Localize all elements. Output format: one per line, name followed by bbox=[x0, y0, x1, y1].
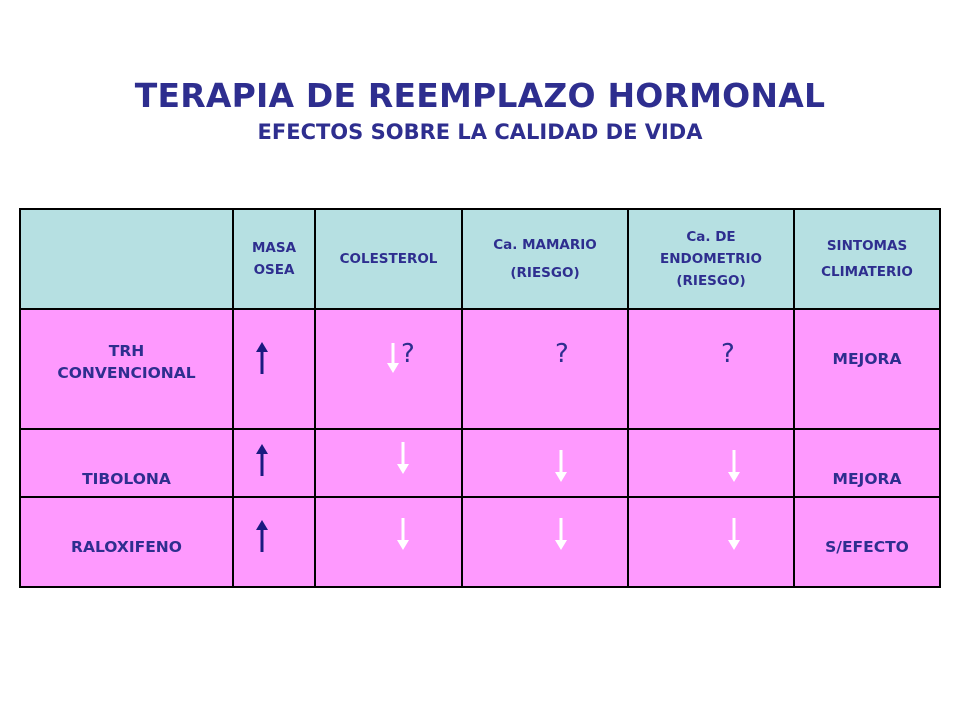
header-sintomas bbox=[795, 210, 939, 308]
table-row bbox=[21, 498, 939, 586]
ca-mamario-cell bbox=[463, 430, 627, 496]
header-label: Ca. DE ENDOMETRIO (RIESGO) bbox=[660, 229, 762, 289]
uncertain-mark: ? bbox=[401, 339, 415, 369]
slide-title: TERAPIA DE REEMPLAZO HORMONAL bbox=[134, 76, 826, 115]
table-row bbox=[21, 310, 939, 428]
header-ca-endometrio bbox=[629, 210, 793, 308]
header-empty-cell bbox=[21, 210, 232, 308]
effects-table bbox=[19, 208, 941, 588]
ca-endometrio-cell bbox=[629, 430, 793, 496]
table-row bbox=[21, 430, 939, 496]
down-arrow-icon bbox=[555, 518, 567, 550]
header-colesterol bbox=[316, 210, 461, 308]
masa-osea-cell bbox=[234, 498, 314, 586]
header-label: Ca. MAMARIO (RIESGO) bbox=[493, 237, 597, 281]
down-arrow-icon bbox=[397, 518, 409, 550]
colesterol-cell bbox=[316, 310, 461, 428]
row-label: RALOXIFENO bbox=[21, 498, 232, 586]
down-arrow-icon bbox=[728, 450, 740, 482]
header-label: SINTOMAS CLIMATERIO bbox=[821, 238, 913, 280]
ca-endometrio-cell bbox=[629, 498, 793, 586]
sintomas-cell: MEJORA bbox=[795, 310, 939, 428]
ca-mamario-cell bbox=[463, 310, 627, 428]
ca-endometrio-cell bbox=[629, 310, 793, 428]
down-arrow-icon bbox=[728, 518, 740, 550]
masa-osea-cell bbox=[234, 310, 314, 428]
header-label: COLESTEROL bbox=[339, 251, 438, 267]
up-arrow-icon bbox=[256, 342, 268, 374]
header-masa-osea bbox=[234, 210, 314, 308]
header-ca-mamario bbox=[463, 210, 627, 308]
uncertain-mark: ? bbox=[721, 339, 735, 369]
colesterol-cell bbox=[316, 430, 461, 496]
down-arrow-icon bbox=[397, 442, 409, 474]
row-label: TIBOLONA bbox=[21, 430, 232, 496]
uncertain-mark: ? bbox=[555, 339, 569, 369]
sintomas-cell: S/EFECTO bbox=[795, 498, 939, 586]
slide-subtitle: EFECTOS SOBRE LA CALIDAD DE VIDA bbox=[257, 120, 703, 144]
row-label: TRH CONVENCIONAL bbox=[21, 310, 232, 428]
header-label: MASA OSEA bbox=[251, 240, 297, 278]
colesterol-cell bbox=[316, 498, 461, 586]
ca-mamario-cell bbox=[463, 498, 627, 586]
down-arrow-icon bbox=[555, 450, 567, 482]
up-arrow-icon bbox=[256, 520, 268, 552]
sintomas-cell: MEJORA bbox=[795, 430, 939, 496]
down-arrow-icon bbox=[387, 343, 399, 373]
up-arrow-icon bbox=[256, 444, 268, 476]
masa-osea-cell bbox=[234, 430, 314, 496]
table-header-row bbox=[21, 210, 939, 308]
